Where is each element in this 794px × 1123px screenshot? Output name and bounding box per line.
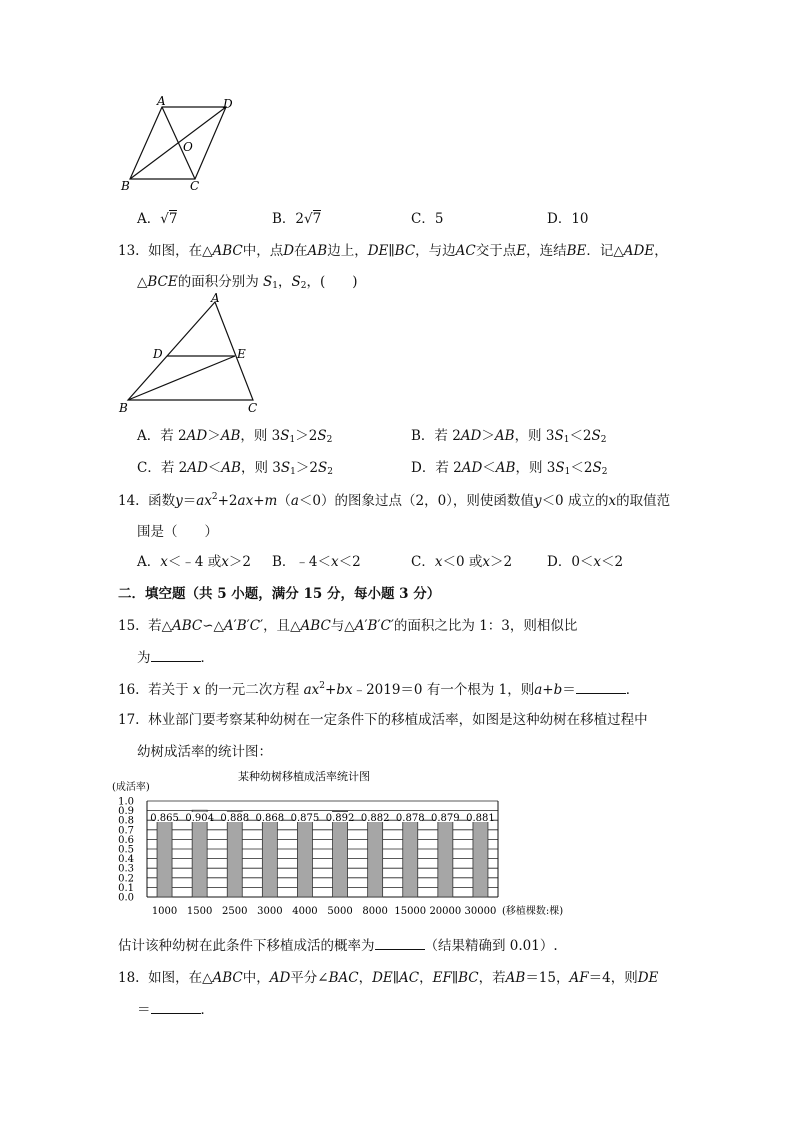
y-tick-label: 1.0	[118, 796, 134, 808]
t: 2	[600, 435, 607, 445]
t: ＜2	[570, 460, 593, 476]
answer-blank[interactable]	[375, 935, 425, 950]
t: BC	[458, 970, 479, 986]
t: 中，点	[242, 243, 284, 259]
t: +	[253, 493, 265, 509]
t: AB	[505, 970, 526, 986]
t: x	[434, 554, 443, 570]
t: ＝	[137, 1002, 151, 1018]
t: ABC	[212, 970, 243, 986]
t: AC	[399, 970, 420, 986]
t: ABC	[212, 243, 243, 259]
t: x	[192, 682, 201, 698]
x-tick-label: 4000	[292, 906, 318, 917]
t: ．	[625, 682, 640, 698]
bar	[297, 813, 312, 897]
t: ∥	[451, 970, 459, 986]
q13-line-1	[118, 239, 668, 259]
x-tick-label: 3000	[257, 906, 283, 917]
t: ，则 3	[240, 460, 281, 476]
t: y	[533, 493, 542, 509]
q17-answer-line	[118, 934, 558, 954]
y-axis-label: (成活率)	[112, 782, 150, 793]
t: DE	[372, 970, 393, 986]
t: ＞2	[295, 460, 318, 476]
label-A: A	[157, 95, 166, 108]
t: BC	[394, 243, 416, 259]
y-tick-label: 0.5	[118, 844, 134, 856]
y-tick-label: 0.2	[118, 873, 134, 885]
q17-line-1	[118, 708, 648, 728]
t: AD	[187, 460, 208, 476]
q12-option-c: C．5	[411, 211, 444, 227]
q-number: 14.	[118, 493, 140, 509]
t: 若关于	[148, 682, 189, 698]
t: bx	[336, 682, 353, 698]
y-tick-label: 0.7	[118, 825, 134, 837]
data-label: 0.904	[185, 813, 214, 824]
t: BAC	[328, 970, 359, 986]
x-tick-label: 5000	[327, 906, 353, 917]
t: ，则 3	[240, 428, 281, 444]
section-heading: 二．填空题（共 5 小题，满分 15 分，每小题 3 分）	[118, 586, 441, 602]
q14-option-a	[137, 550, 251, 570]
option-letter: B．2	[272, 211, 305, 227]
t: ﹣2019＝0 有一个根为 1，则	[352, 682, 535, 698]
t: 与△	[330, 618, 355, 634]
t: S	[554, 428, 564, 444]
t: ，	[654, 243, 668, 259]
t: ，( )	[306, 274, 358, 290]
x-tick-label: 1000	[151, 906, 178, 917]
q13-option-d	[411, 456, 607, 477]
answer-blank[interactable]	[151, 999, 201, 1014]
t: ADE	[623, 243, 655, 259]
t: ，连结	[526, 243, 567, 259]
label-B: B	[121, 179, 130, 193]
x-tick-label: 8000	[362, 906, 388, 917]
t: S	[317, 428, 327, 444]
t: ，	[278, 274, 292, 290]
figure-parallelogram	[115, 95, 250, 195]
bar	[157, 814, 172, 897]
x-tick-label: 2500	[222, 906, 248, 917]
t: ∥	[388, 243, 395, 259]
t: ′	[364, 618, 368, 634]
t: b	[553, 682, 563, 698]
y-tick-label: 0.1	[118, 882, 134, 894]
t: AC	[455, 243, 476, 259]
t: ＜2	[601, 554, 624, 570]
t: x	[221, 554, 229, 570]
data-label: 0.878	[395, 813, 425, 824]
t: BCE	[147, 274, 178, 290]
q13-option-c	[137, 456, 333, 477]
t: AD	[269, 970, 291, 986]
t: 若△	[148, 618, 172, 634]
t: ＜﹣4 或	[167, 554, 222, 570]
data-label: 0.875	[290, 813, 320, 824]
t: x	[593, 554, 602, 570]
t: ，与边	[415, 243, 456, 259]
t: ＜	[207, 460, 222, 476]
q15-line-1	[118, 614, 577, 634]
option-letter: A．	[137, 211, 161, 227]
t: C．若 2	[137, 460, 188, 476]
t: △	[137, 274, 148, 290]
t: ABC	[171, 618, 203, 634]
t: 1	[272, 281, 279, 291]
y-tick-label: 0.4	[118, 854, 134, 866]
y-tick-label: 0.8	[118, 815, 134, 827]
t: AB	[495, 460, 516, 476]
t: S	[591, 428, 601, 444]
answer-blank[interactable]	[151, 647, 201, 662]
data-label: 0.882	[360, 813, 390, 824]
q14-option-c	[411, 550, 512, 570]
label-D: D	[223, 97, 233, 111]
t: a	[290, 493, 299, 509]
t: 函数	[148, 493, 176, 509]
t: ．	[200, 1002, 214, 1018]
sqrt-symbol: √	[160, 211, 169, 227]
q15-line-2	[137, 646, 214, 666]
q18-line-2	[137, 998, 214, 1018]
t: DE	[367, 243, 389, 259]
figure-triangle	[115, 290, 275, 420]
t: y	[175, 493, 183, 509]
t: 平分∠	[290, 970, 329, 986]
t: ＝	[182, 493, 197, 509]
t: ＜0 或	[442, 554, 483, 570]
t: EF	[432, 970, 452, 986]
t: x	[160, 554, 168, 570]
q-number: 18.	[118, 970, 140, 986]
t: 1	[290, 467, 296, 477]
t: D	[283, 243, 295, 259]
y-tick-label: 0.9	[118, 806, 134, 818]
t: ′	[233, 618, 237, 634]
t: AB	[307, 243, 328, 259]
t: +	[542, 682, 554, 698]
t: ＜2	[569, 428, 592, 444]
t: 2	[300, 281, 307, 291]
q13-option-a	[137, 424, 332, 445]
data-label: 0.888	[220, 813, 250, 824]
t: x	[331, 554, 339, 570]
t: 边上，	[327, 243, 368, 259]
q14-option-d	[547, 550, 623, 570]
t: ＜0 成立的	[541, 493, 609, 509]
data-label: 0.879	[431, 813, 460, 824]
t: ，则 3	[514, 428, 555, 444]
success-rate-bar-chart	[112, 768, 592, 920]
label-C: C	[190, 179, 200, 193]
t: AB	[494, 428, 515, 444]
t: ＜0）的图象过点（2，0），则使函数值	[298, 493, 534, 509]
answer-blank[interactable]	[576, 679, 626, 694]
t: A．	[137, 554, 161, 570]
t: +	[325, 682, 337, 698]
t: A	[223, 618, 234, 634]
t: ．	[200, 650, 214, 666]
t: 如图，在△	[148, 243, 213, 259]
t: D．0＜	[547, 554, 594, 570]
t: ＞2	[295, 428, 318, 444]
t: a	[534, 682, 543, 698]
t: ′的面积之比为 1：3，则相似比	[390, 618, 578, 634]
sqrt-radicand: 7	[312, 211, 322, 227]
t: ax	[303, 682, 320, 698]
t: S	[592, 460, 602, 476]
t: （结果精确到 0.01）.	[424, 938, 558, 954]
t: 如图，在△	[148, 970, 213, 986]
t: +2	[217, 493, 238, 509]
t: ax	[196, 493, 212, 509]
sqrt-radicand: 7	[168, 211, 178, 227]
q-number: 15.	[118, 618, 140, 634]
q-number: 13.	[118, 243, 140, 259]
t: ＝	[562, 682, 576, 698]
t: B．若 2	[411, 428, 461, 444]
t: 的取值范	[616, 493, 671, 509]
sqrt-symbol: √	[304, 211, 313, 227]
t: B．﹣4＜	[272, 554, 332, 570]
t: ＜2	[338, 554, 361, 570]
t: 2	[327, 467, 333, 477]
label-D: D	[153, 347, 163, 361]
t: E	[516, 243, 527, 259]
t: S	[263, 274, 273, 290]
t: ax	[237, 493, 254, 509]
t: AB	[221, 460, 241, 476]
bar	[333, 811, 348, 897]
t: ，	[358, 970, 373, 986]
q14-line-1	[118, 489, 670, 509]
bar	[438, 813, 453, 897]
t: 林业部门要考察某种幼树在一定条件下的移植成活率，如图是这种幼树在移植过程中	[148, 712, 648, 728]
bar	[473, 812, 488, 897]
label-A: A	[211, 291, 220, 305]
t: DE	[637, 970, 659, 986]
t: S	[291, 274, 301, 290]
t: 交于点	[475, 243, 517, 259]
q12-option-a	[137, 207, 177, 227]
x-tick-label: 15000	[394, 906, 427, 917]
q-number: 16.	[118, 682, 140, 698]
t: S	[280, 460, 291, 476]
t: C	[380, 618, 391, 634]
t: A．若 2	[137, 428, 187, 444]
t: AD	[460, 428, 482, 444]
data-label: 0.868	[255, 813, 285, 824]
chart-title: 某种幼树移植成活率统计图	[238, 770, 370, 783]
label-B: B	[119, 401, 128, 415]
t: ．记△	[586, 243, 624, 259]
t: AD	[461, 460, 483, 476]
t: B	[236, 618, 247, 634]
t: 估计该种幼树在此条件下移植成活的概率为	[118, 938, 375, 954]
t: ＝4，则	[588, 970, 638, 986]
t: x	[608, 493, 617, 509]
t: ，若	[478, 970, 506, 986]
t: ，	[419, 970, 433, 986]
q14-option-b	[272, 550, 361, 570]
x-tick-label: 1500	[186, 906, 213, 917]
label-O: O	[183, 140, 193, 154]
t: 2	[211, 492, 218, 502]
q14-line-2: 围是（ ）	[137, 524, 218, 540]
t: ∽△	[202, 618, 224, 634]
q12-option-b	[272, 207, 321, 227]
t: 1	[564, 467, 571, 477]
t: 为	[137, 650, 151, 666]
t: ∥	[392, 970, 400, 986]
t: 的面积分别为	[177, 274, 259, 290]
t: 中，	[242, 970, 270, 986]
x-tick-label: 20000	[429, 906, 462, 917]
t: 1	[289, 435, 296, 445]
t: BE	[566, 243, 587, 259]
t: m	[264, 493, 278, 509]
data-label: 0.865	[150, 813, 179, 824]
t: 2	[601, 467, 608, 477]
data-label: 0.881	[466, 813, 495, 824]
t: ABC	[300, 618, 331, 634]
t: S	[317, 460, 328, 476]
t: ＞	[207, 428, 221, 444]
t: AF	[569, 970, 589, 986]
t: ′	[246, 618, 250, 634]
t: ＜	[482, 460, 496, 476]
q13-line-2	[137, 270, 358, 291]
t: x	[482, 554, 490, 570]
t: 2	[319, 681, 325, 691]
t: A	[354, 618, 365, 634]
t: C．	[411, 554, 435, 570]
t: ′，且△	[260, 618, 301, 634]
bar	[368, 812, 383, 897]
t: ＞2	[489, 554, 513, 570]
label-E: E	[237, 347, 246, 361]
t: S	[555, 460, 565, 476]
t: C	[249, 618, 261, 634]
t: ＞	[481, 428, 495, 444]
bar	[262, 814, 277, 897]
q13-option-b	[411, 424, 607, 445]
x-tick-label: 30000	[464, 906, 497, 917]
t: ＝15，	[525, 970, 570, 986]
data-label: 0.892	[325, 813, 355, 824]
q-number: 17.	[118, 712, 140, 728]
t: ，则 3	[515, 460, 556, 476]
q17-line-2: 幼树成活率的统计图：	[137, 744, 272, 760]
y-tick-label: 0.3	[118, 863, 134, 875]
t: S	[280, 428, 290, 444]
t: AD	[186, 428, 208, 444]
q18-line-1	[118, 966, 658, 986]
t: B	[367, 618, 378, 634]
label-C: C	[248, 401, 258, 415]
t: 的一元二次方程	[204, 682, 300, 698]
t: 1	[563, 435, 570, 445]
t: D．若 2	[411, 460, 462, 476]
q16-line	[118, 678, 639, 698]
t: （	[277, 493, 291, 509]
t: 2	[326, 435, 333, 445]
t: ′	[377, 618, 381, 634]
y-tick-label: 0.6	[118, 834, 134, 846]
bar	[403, 813, 418, 897]
t: AB	[220, 428, 241, 444]
t: 在	[294, 243, 308, 259]
t: ＞2	[228, 554, 251, 570]
y-tick-label: 0.0	[118, 892, 134, 904]
x-axis-label: (移植棵数:棵)	[502, 906, 564, 917]
q12-option-d: D．10	[547, 211, 589, 227]
bar	[227, 812, 242, 897]
